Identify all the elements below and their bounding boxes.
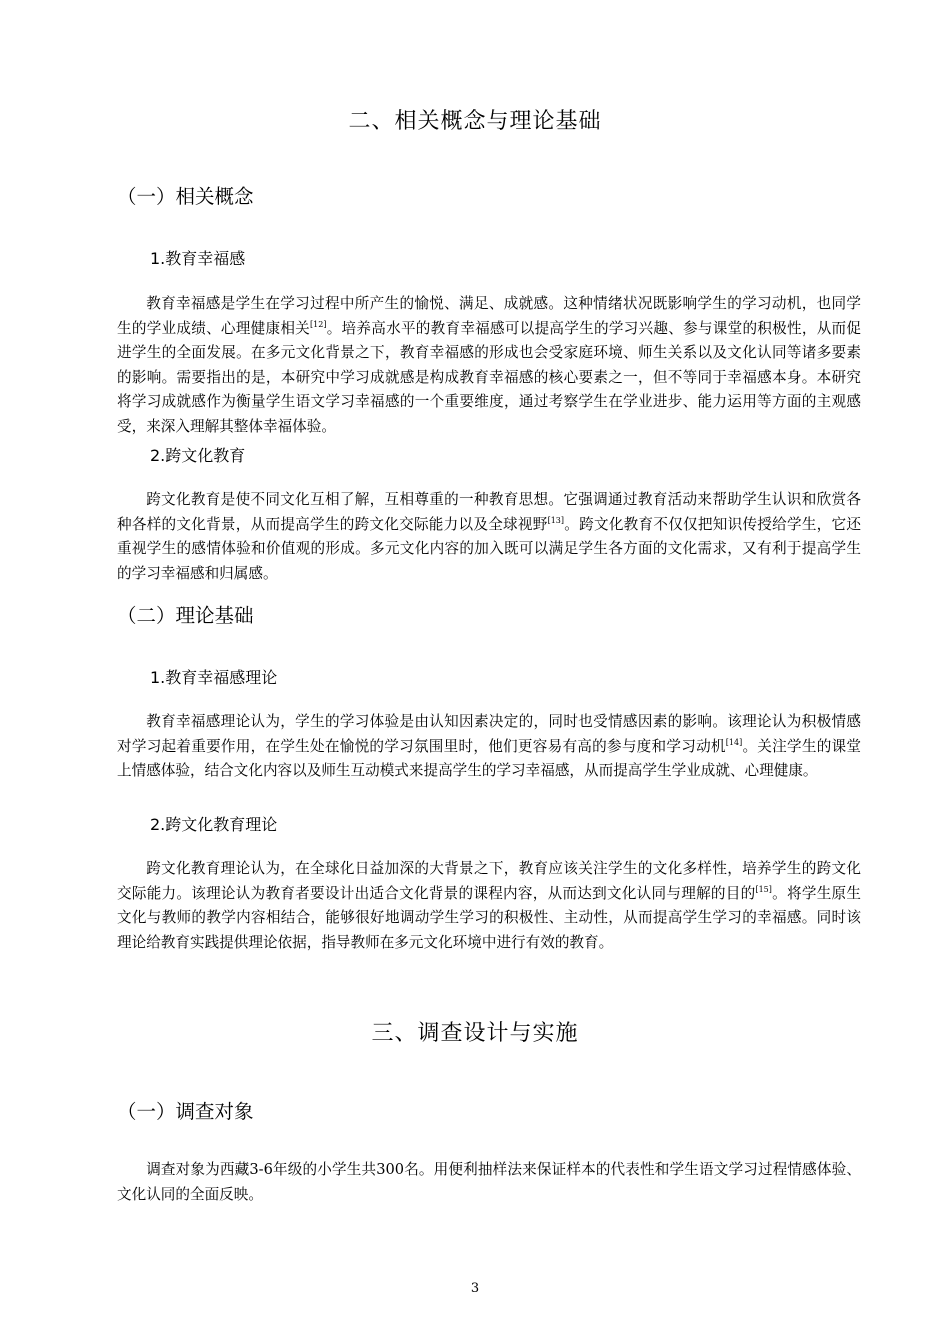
paragraph-cross-cultural-theory (117, 857, 861, 955)
paragraph-text: 教育幸福感是学生在学习过程中所产生的愉悦、满足、成就感。这种情绪状况既影响学生的学习动机，也同学生的学业成绩、心理健康相关 (117, 295, 861, 337)
citation-14: [14] (725, 737, 743, 747)
item-title-cross-cultural-education: 2.跨文化教育 (150, 446, 246, 465)
paragraph-text: 跨文化教育是使不同文化互相了解，互相尊重的一种教育思想。它强调通过教育活动来帮助学生认识和欣赏各种各样的文化背景，从而提高学生的跨文化交际能力以及全球视野 (117, 491, 861, 533)
section-title-2: 二、相关概念与理论基础 (348, 109, 602, 134)
item-title-cross-cultural-theory: 2.跨文化教育理论 (150, 815, 278, 834)
citation-15: [15] (755, 884, 772, 894)
subsection-title-concepts: （一）相关概念 (117, 185, 254, 208)
item-title-happiness-theory: 1.教育幸福感理论 (150, 668, 278, 687)
paragraph-survey-subjects: 调查对象为西藏3-6年级的小学生共300名。用便利抽样法来保证样本的代表性和学生语文学习过程情感体验、文化认同的全面反映。 (117, 1161, 861, 1203)
paragraph-text: 。跨文化教育不仅仅把知识传授给学生，它还重视学生的感情体验和价值观的形成。多元文化内容的加入既可以满足学生各方面的文化需求，又有利于提高学生的学习幸福感和归属感。 (117, 515, 861, 582)
item-title-education-happiness: 1.教育幸福感 (150, 249, 246, 268)
paragraph-text: 。培养高水平的教育幸福感可以提高学生的学习兴趣、参与课堂的积极性，从而促进学生的全面发展。在多元文化背景之下，教育幸福感的形成也会受家庭环境、师生关系以及文化认同等诸多要素的影响。需要指出的是，本研究中学习成就感是构成教育幸福感的核心要素之一，但不等同于幸福感本身。本研究将学习成就感作为衡量学生语文学习幸福感的一个重要维度，通过考察学生在学业进步、能力运用等方面的主观感受，来深入理解其整体幸福体验。 (117, 319, 861, 435)
subsection-title-survey-subjects: （一）调查对象 (117, 1100, 254, 1123)
paragraph-cross-cultural-education (117, 488, 861, 586)
paragraph-happiness-theory (117, 710, 861, 784)
paragraph-text: 跨文化教育理论认为，在全球化日益加深的大背景之下，教育应该关注学生的文化多样性，培养学生的跨文化交际能力。该理论认为教育者要设计出适合文化背景的课程内容，从而达到文化认同与理解的目的 (117, 860, 861, 902)
subsection-title-theory: （二）理论基础 (117, 604, 254, 627)
page-number: 3 (470, 1281, 480, 1296)
paragraph-text: 教育幸福感理论认为，学生的学习体验是由认知因素决定的，同时也受情感因素的影响。该理论认为积极情感对学习起着重要作用，在学生处在愉悦的学习氛围里时，他们更容易有高的参与度和学习动机 (117, 713, 861, 755)
section-title-3: 三、调查设计与实施 (371, 1021, 579, 1046)
paragraph-education-happiness (117, 292, 861, 439)
citation-12: [12] (310, 319, 327, 329)
paragraph-text: 。将学生原生文化与教师的教学内容相结合，能够很好地调动学生学习的积极性、主动性，从而提高学生学习的幸福感。同时该理论给教育实践提供理论依据，指导教师在多元文化环境中进行有效的教育。 (117, 884, 861, 951)
citation-13: [13] (547, 515, 565, 525)
paragraph-text: 。关注学生的课堂上情感体验，结合文化内容以及师生互动模式来提高学生的学习幸福感，从而提高学生学业成就、心理健康。 (117, 737, 861, 779)
